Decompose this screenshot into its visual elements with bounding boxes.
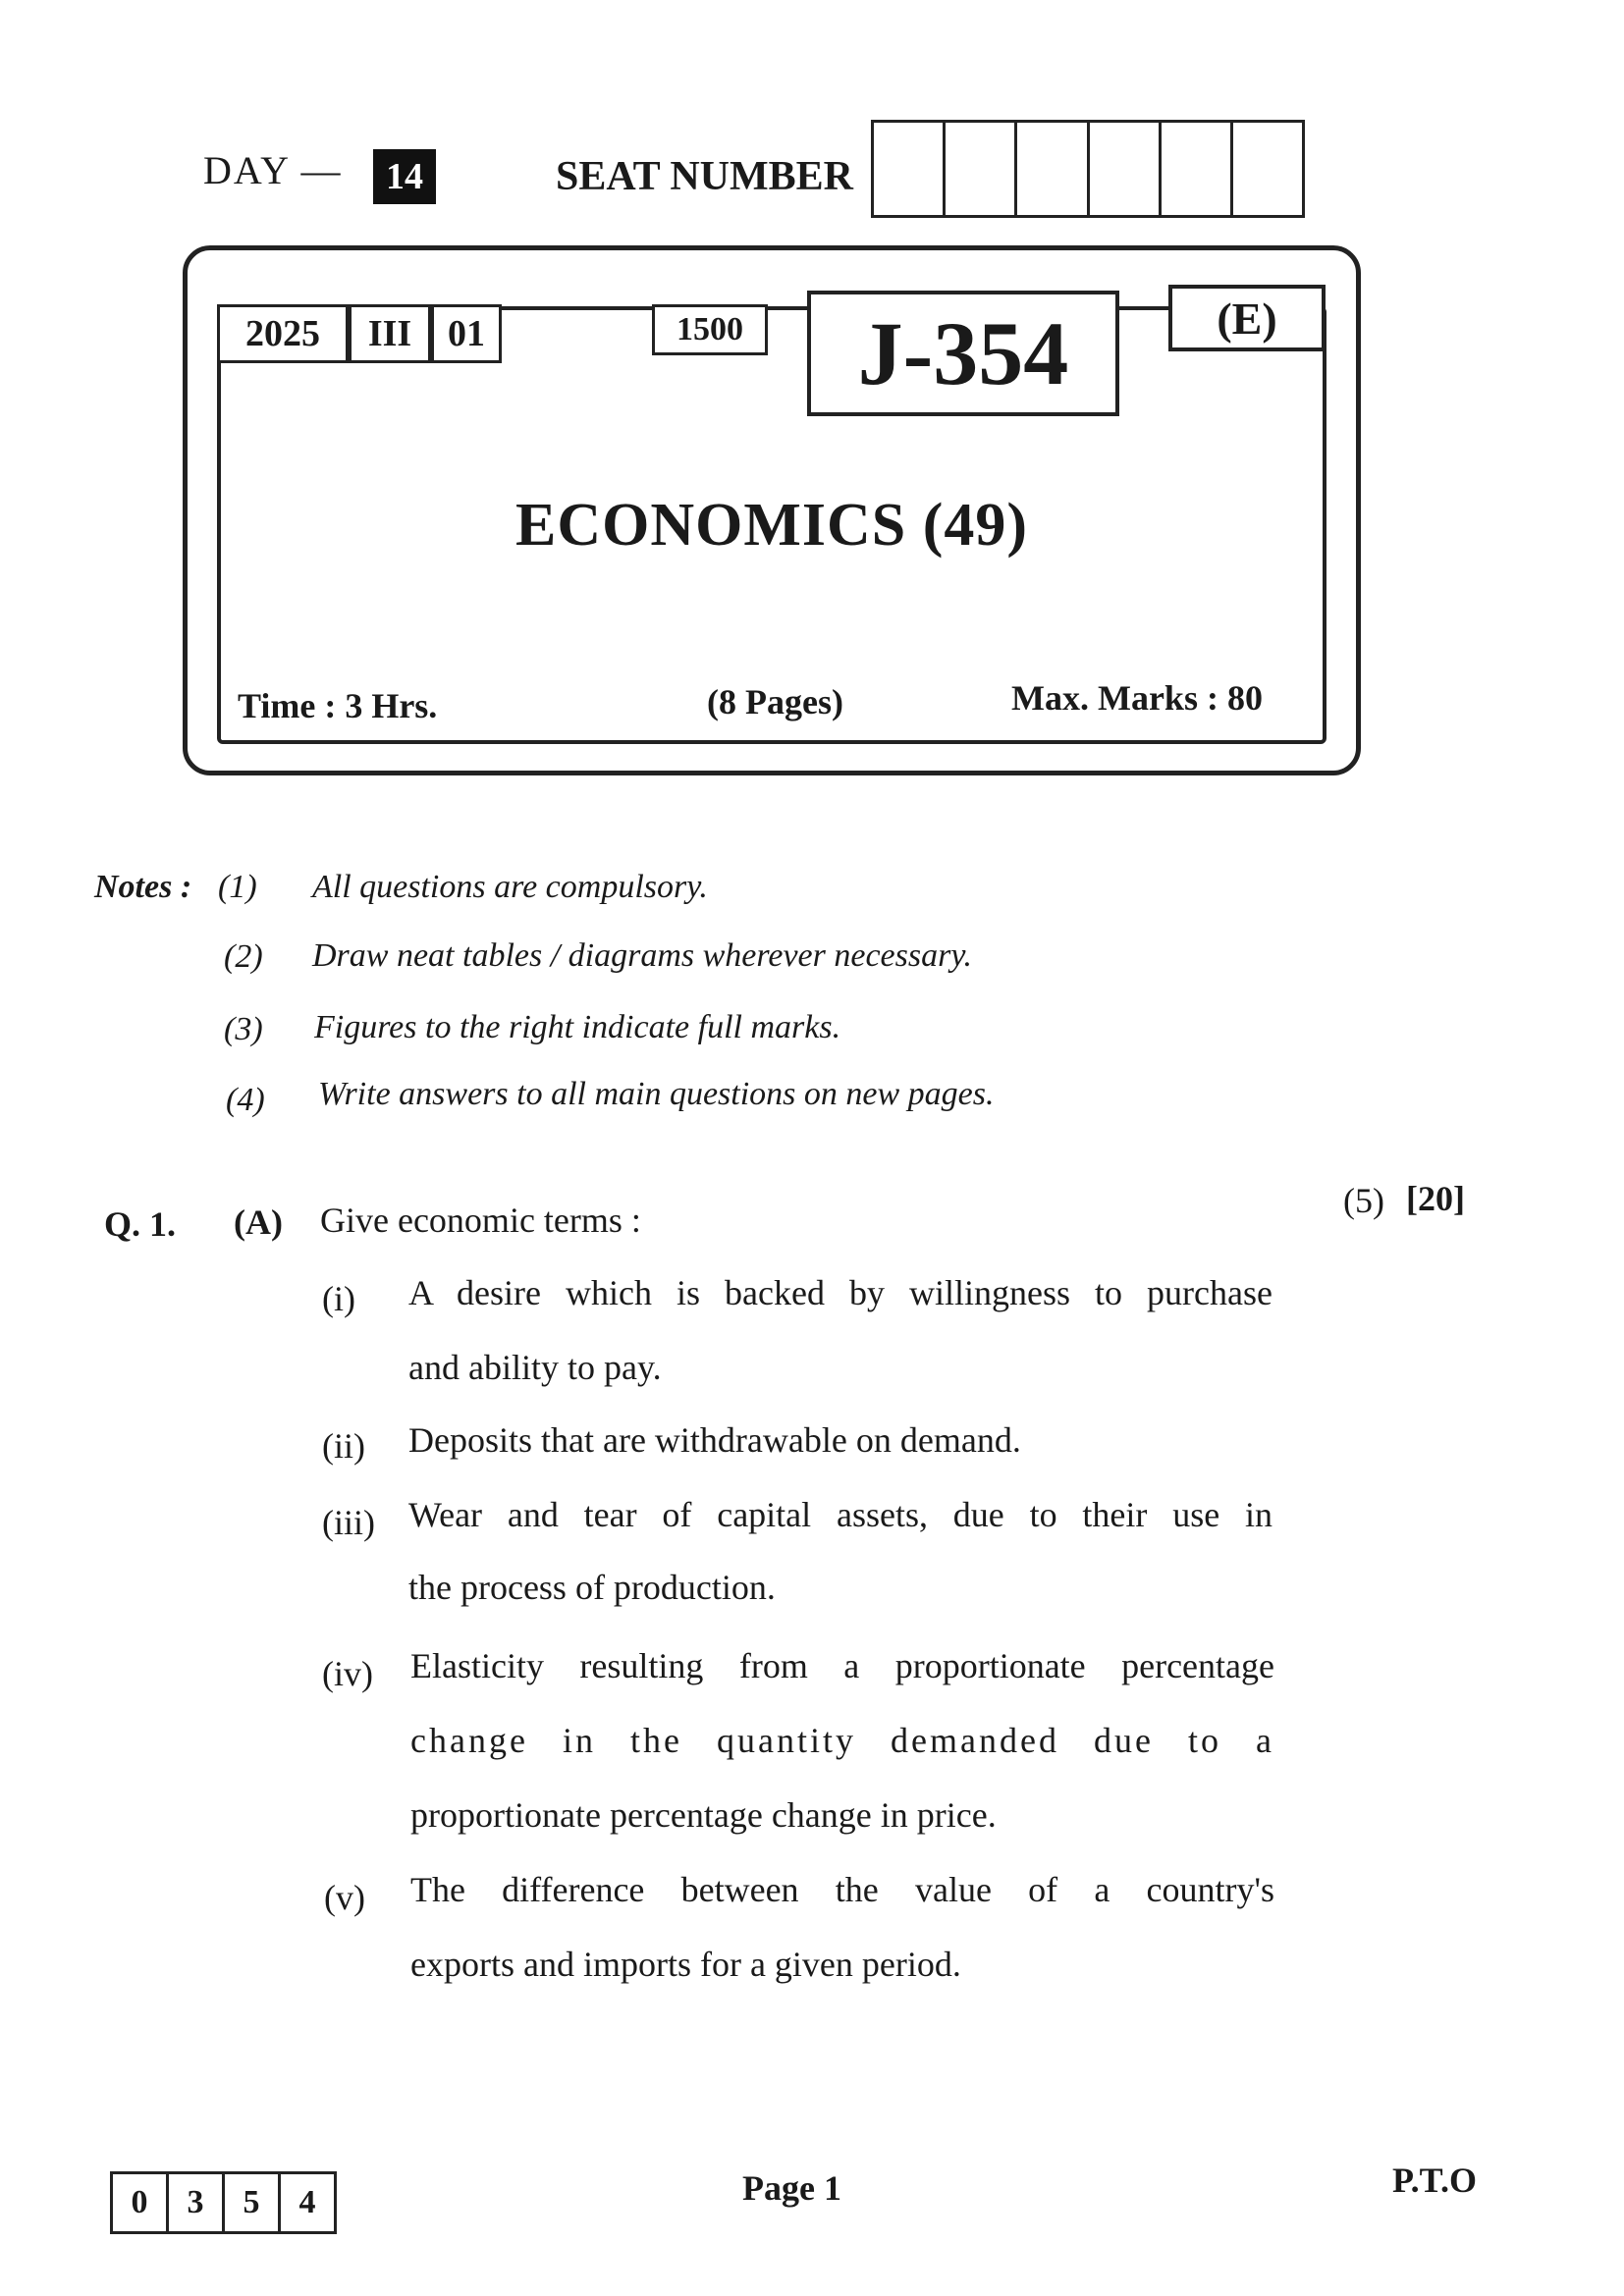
seat-number-label: SEAT NUMBER	[556, 154, 854, 199]
item-text-line: Deposits that are withdrawable on demand.	[408, 1420, 1021, 1460]
code-digit: 4	[298, 2184, 316, 2220]
copies-box: 1500	[652, 304, 768, 355]
paper-code-box: J-354	[807, 291, 1119, 416]
note-text: Figures to the right indicate full marks.	[314, 1009, 841, 1045]
item-number: (iv)	[322, 1654, 373, 1693]
seat-number-cell[interactable]	[1233, 123, 1302, 215]
seat-number-cell[interactable]	[1017, 123, 1089, 215]
seat-number-boxes[interactable]	[871, 120, 1305, 218]
note-text: Write answers to all main questions on new pages.	[318, 1076, 995, 1112]
seat-number-cell[interactable]	[1162, 123, 1233, 215]
item-text-line: Wear and tear of capital assets, due to their use in	[408, 1495, 1272, 1534]
seat-number-cell[interactable]	[1090, 123, 1162, 215]
note-number: (4)	[226, 1082, 265, 1118]
question-part: (A)	[234, 1202, 283, 1242]
item-text-line: Elasticity resulting from a proportionate percentage	[410, 1646, 1274, 1685]
notes-label: Notes :	[94, 869, 192, 905]
item-text-line: proportionate percentage change in price.	[410, 1795, 997, 1835]
item-text-line: the process of production.	[408, 1568, 776, 1607]
page-count: (8 Pages)	[707, 682, 843, 721]
day-label: DAY —	[203, 148, 343, 192]
total-marks: [20]	[1406, 1179, 1465, 1218]
item-number: (i)	[322, 1279, 355, 1318]
item-text-line: exports and imports for a given period.	[410, 1945, 961, 1984]
note-text: All questions are compulsory.	[312, 869, 708, 905]
max-marks: Max. Marks : 80	[1011, 678, 1263, 718]
seat-number-cell[interactable]	[874, 123, 946, 215]
day-number-badge: 14	[373, 149, 436, 204]
page-number: Page 1	[742, 2168, 841, 2208]
code-digit: 0	[113, 2174, 169, 2231]
note-number: (2)	[224, 938, 263, 975]
note-text: Draw neat tables / diagrams wherever necessary.	[312, 937, 973, 974]
seat-number-cell[interactable]	[946, 123, 1017, 215]
question-number: Q. 1.	[104, 1204, 177, 1244]
item-text-line: change in the quantity demanded due to a	[410, 1721, 1274, 1760]
item-number: (iii)	[322, 1503, 375, 1542]
subject-title: ECONOMICS (49)	[514, 492, 1029, 559]
year-box: 2025	[217, 304, 349, 363]
code-digit: 5	[225, 2174, 281, 2231]
item-text-line: A desire which is backed by willingness to purchase	[408, 1273, 1272, 1312]
question-heading: Give economic terms :	[320, 1201, 641, 1240]
please-turn-over: P.T.O	[1392, 2161, 1478, 2200]
roman-code-box: III	[349, 304, 431, 363]
note-number: (3)	[224, 1011, 263, 1047]
item-text-line: and ability to pay.	[408, 1348, 662, 1387]
paper-number-box: 01	[431, 304, 502, 363]
time-allowed: Time : 3 Hrs.	[238, 686, 438, 725]
item-number: (v)	[324, 1878, 365, 1917]
paper-code-digits	[110, 2171, 337, 2234]
item-number: (ii)	[322, 1426, 365, 1466]
code-digit: 3	[169, 2174, 225, 2231]
note-number: (1)	[218, 869, 257, 905]
language-box: (E)	[1168, 285, 1326, 351]
part-marks: (5)	[1343, 1181, 1384, 1220]
item-text-line: The difference between the value of a country's	[410, 1870, 1274, 1909]
